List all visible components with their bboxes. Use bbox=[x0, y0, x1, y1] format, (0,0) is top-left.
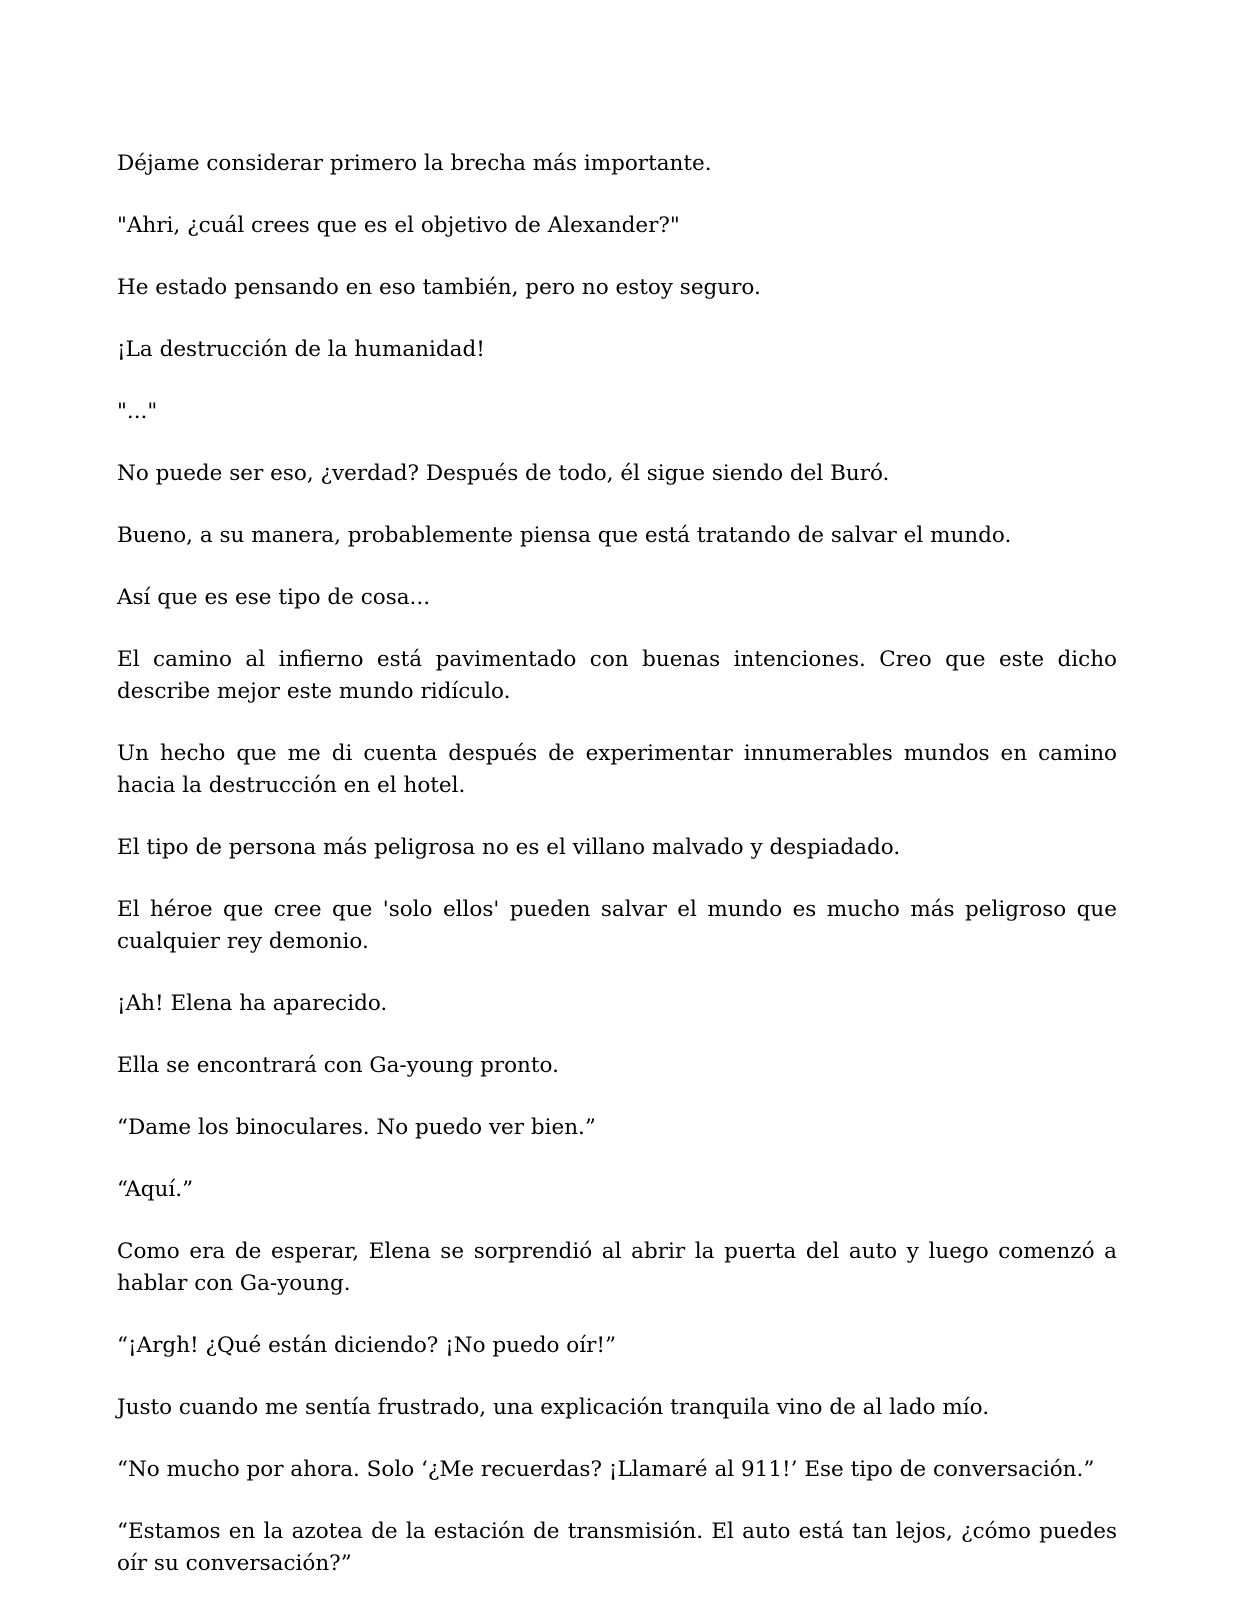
paragraph-9: El camino al infierno está pavimentado con buenas intenciones. Creo que este dicho describe mejor este mundo ridículo. bbox=[117, 647, 1117, 704]
paragraph-21: “Estamos en la azotea de la estación de transmisión. El auto está tan lejos, ¿cómo puedes oír su conversación?” bbox=[117, 1519, 1117, 1576]
paragraph-8: Así que es ese tipo de cosa... bbox=[117, 585, 431, 610]
paragraph-4: ¡La destrucción de la humanidad! bbox=[117, 337, 485, 362]
paragraph-16: “Aquí.” bbox=[117, 1177, 194, 1202]
paragraph-6: No puede ser eso, ¿verdad? Después de todo, él sigue siendo del Buró. bbox=[117, 461, 890, 486]
paragraph-20: “No mucho por ahora. Solo ‘¿Me recuerdas? ¡Llamaré al 911!’ Ese tipo de conversación.” bbox=[117, 1457, 1095, 1482]
paragraph-17: Como era de esperar, Elena se sorprendió al abrir la puerta del auto y luego comenzó a hablar con Ga-young. bbox=[117, 1239, 1117, 1296]
paragraph-15: “Dame los binoculares. No puedo ver bien.” bbox=[117, 1115, 596, 1140]
paragraph-18: “¡Argh! ¿Qué están diciendo? ¡No puedo oír!” bbox=[117, 1333, 617, 1358]
paragraph-7: Bueno, a su manera, probablemente piensa que está tratando de salvar el mundo. bbox=[117, 523, 1012, 548]
paragraph-5: "..." bbox=[117, 399, 158, 424]
paragraph-1: Déjame considerar primero la brecha más importante. bbox=[117, 151, 712, 176]
paragraph-13: ¡Ah! Elena ha aparecido. bbox=[117, 991, 388, 1016]
paragraph-2: "Ahri, ¿cuál crees que es el objetivo de Alexander?" bbox=[117, 213, 680, 238]
paragraph-14: Ella se encontrará con Ga-young pronto. bbox=[117, 1053, 559, 1078]
paragraph-10: Un hecho que me di cuenta después de experimentar innumerables mundos en camino hacia la destrucción en el hotel. bbox=[117, 741, 1117, 798]
paragraph-3: He estado pensando en eso también, pero no estoy seguro. bbox=[117, 275, 761, 300]
document-body bbox=[117, 148, 1117, 1610]
paragraph-19: Justo cuando me sentía frustrado, una explicación tranquila vino de al lado mío. bbox=[117, 1395, 990, 1420]
paragraph-12: El héroe que cree que 'solo ellos' pueden salvar el mundo es mucho más peligroso que cualquier rey demonio. bbox=[117, 897, 1117, 954]
paragraph-11: El tipo de persona más peligrosa no es el villano malvado y despiadado. bbox=[117, 835, 901, 860]
